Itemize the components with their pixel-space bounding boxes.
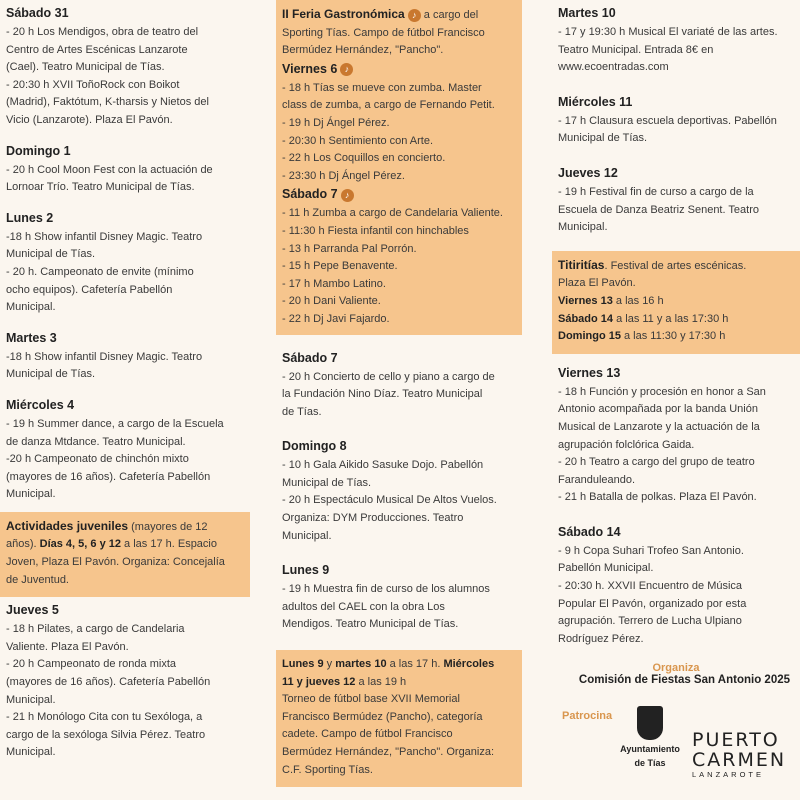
day-heading: Domingo 8 — [282, 439, 347, 454]
food-icon: ♪ — [408, 9, 421, 22]
highlight-text: a las 11 y a las 17:30 h — [613, 312, 729, 325]
event-line: Rodríguez Pérez. — [558, 632, 644, 645]
event-line: Municipal. — [282, 529, 332, 542]
event-martes-3 — [0, 325, 250, 392]
coat-of-arms-icon — [637, 706, 663, 740]
event-line: Musical de Lanzarote y la actuación de la — [558, 420, 760, 433]
event-line: Joven, Plaza El Pavón. Organiza: Concejalía — [6, 556, 225, 569]
highlight-days: 11 y jueves 12 — [282, 675, 356, 688]
highlight-text: a las 19 h — [355, 675, 407, 688]
highlight-line — [282, 6, 516, 25]
event-line: - 17 y 19:30 h Musical El variaté de las artes. — [558, 26, 778, 38]
day-heading: Sábado 7 — [282, 350, 338, 365]
event-line: Valiente. Plaza El Pavón. — [6, 640, 129, 653]
patrocina-label: Patrocina — [562, 710, 613, 722]
event-line: Municipal. — [6, 746, 56, 759]
event-line: - 15 h Pepe Benavente. — [282, 260, 398, 273]
event-sabado-14 — [552, 515, 800, 657]
organiza-label: Organiza — [652, 662, 700, 675]
event-line: - 21 h Batalla de polkas. Plaza El Pavón. — [558, 491, 757, 504]
event-line: ocho equipos). Cafetería Pabellón — [6, 283, 173, 296]
event-line: - 20 h Dani Valiente. — [282, 295, 381, 308]
event-line: - 18 h Tías se mueve con zumba. Master — [282, 81, 482, 94]
column-1 — [0, 0, 250, 770]
highlight-days: Viernes 13 — [558, 294, 613, 307]
day-heading: Sábado 31 — [6, 6, 69, 20]
highlight-title: Titiritías — [558, 257, 605, 272]
event-line: (mayores de 16 años). Cafetería Pabellón — [6, 676, 211, 689]
event-line: Municipal. — [6, 488, 56, 501]
event-line: Lornoar Trío. Teatro Municipal de Tías. — [6, 181, 195, 194]
event-line: Pabellón Municipal. — [558, 562, 654, 575]
event-line: - 22 h Dj Javi Fajardo. — [282, 312, 390, 325]
event-line: - 19 h Summer dance, a cargo de la Escuela — [6, 417, 224, 430]
event-line: cadete. Campo de fútbol Francisco — [282, 728, 453, 741]
event-line: agrupación. Terrero de Lucha Ulpiano — [558, 615, 742, 628]
event-line: - 11 h Zumba a cargo de Candelaria Valiente. — [282, 207, 503, 220]
event-torneo-futbol — [276, 650, 522, 787]
highlight-text: a las 17 h. — [386, 658, 444, 671]
highlight-text: y — [323, 658, 336, 671]
event-line: agrupación folclórica Gaida. — [558, 438, 695, 451]
day-label: Sábado 7 — [282, 187, 338, 202]
event-line: - 20 h Concierto de cello y piano a cargo de — [282, 370, 495, 383]
event-line: - 18 h Función y procesión en honor a San — [558, 385, 766, 398]
event-line: - 20 h Cool Moon Fest con la actuación de — [6, 163, 213, 176]
event-line: Municipal de Tías. — [6, 248, 96, 261]
event-domingo-1 — [0, 138, 250, 205]
event-line: - 19 h Dj Ángel Pérez. — [282, 116, 390, 129]
event-line: - 10 h Gala Aikido Sasuke Dojo. Pabellón — [282, 459, 484, 472]
column-2 — [276, 0, 522, 787]
food-icon: ♪ — [341, 189, 354, 202]
event-line: - 20:30 h. XXVII Encuentro de Música — [558, 580, 743, 593]
event-domingo-8 — [276, 429, 522, 553]
ayuntamiento-logo — [612, 706, 688, 768]
event-sabado-31 — [0, 0, 250, 138]
highlight-text: . Festival de artes escénicas. — [604, 259, 747, 272]
organiza-block — [552, 656, 800, 686]
event-line: - 20 h Los Mendigos, obra de teatro del — [6, 26, 199, 38]
event-line: Mendigos. Teatro Municipal de Tías. — [282, 618, 459, 631]
highlight-text: a las 11:30 y 17:30 h — [620, 330, 726, 343]
day-heading: Miércoles 4 — [6, 397, 75, 412]
event-line: - 18 h Pilates, a cargo de Candelaria — [6, 623, 185, 636]
event-lunes-2 — [0, 205, 250, 325]
event-line: www.ecoentradas.com — [558, 61, 669, 74]
event-line: de Juventud. — [6, 573, 69, 586]
event-jueves-5 — [0, 597, 250, 770]
column-3 — [552, 0, 800, 686]
highlight-days: Días 4, 5, 6 y 12 — [39, 538, 121, 551]
highlight-line — [558, 293, 794, 311]
highlight-line — [558, 311, 794, 329]
event-line: - 11:30 h Fiesta infantil con hinchables — [282, 224, 469, 237]
event-line: Municipal. — [558, 221, 608, 234]
highlight-text: a cargo del — [420, 9, 479, 21]
event-martes-10 — [552, 0, 800, 85]
event-line: Sporting Tías. Campo de fútbol Francisco — [282, 26, 485, 39]
ayuntamiento-name: Ayuntamiento — [620, 744, 680, 754]
event-line: (Cael). Teatro Municipal de Tías. — [6, 61, 165, 74]
event-line: Faranduleando. — [558, 473, 636, 486]
event-line: Municipal de Tías. — [558, 132, 648, 145]
highlight-text: a las 17 h. Espacio — [120, 538, 217, 551]
highlight-days: Lunes 9 — [282, 658, 324, 671]
event-line: Popular El Pavón, organizado por esta — [558, 597, 747, 610]
event-line: -20 h Campeonato de chinchón mixto — [6, 453, 189, 466]
sponsor-block — [562, 706, 798, 796]
highlight-line — [558, 328, 794, 346]
event-line: - 17 h Clausura escuela deportivas. Pabellón — [558, 114, 777, 127]
event-actividades-juveniles — [0, 512, 250, 597]
event-line: - 19 h Festival fin de curso a cargo de la — [558, 185, 754, 198]
event-line: Municipal. — [6, 301, 56, 314]
highlight-text: (mayores de 12 — [128, 520, 208, 533]
day-heading: Miércoles 11 — [558, 94, 633, 109]
event-miercoles-4 — [0, 392, 250, 512]
event-line: Centro de Artes Escénicas Lanzarote — [6, 43, 188, 56]
food-icon: ♪ — [340, 63, 353, 76]
event-line: - 22 h Los Coquillos en concierto. — [282, 152, 446, 165]
event-line: - 20:30 h XVII ToñoRock con Boikot — [6, 78, 180, 91]
event-line: Antonio acompañada por la banda Unión — [558, 403, 758, 416]
event-line: Francisco Bermúdez (Pancho), categoría — [282, 710, 483, 723]
highlight-days: Miércoles — [443, 658, 495, 671]
event-line: - 20 h Campeonato de ronda mixta — [6, 658, 176, 671]
highlight-line — [558, 257, 794, 276]
event-line: - 20 h. Campeonato de envite (mínimo — [6, 265, 194, 278]
event-line: de danza Mtdance. Teatro Municipal. — [6, 435, 186, 448]
highlight-line — [282, 656, 516, 674]
event-line: - 20 h Espectáculo Musical De Altos Vuelos. — [282, 494, 497, 507]
event-line: class de zumba, a cargo de Fernando Petit. — [282, 99, 495, 112]
day-heading: Sábado 14 — [558, 524, 621, 539]
event-sabado-7 — [276, 335, 522, 430]
event-line: cargo de la sexóloga Silvia Pérez. Teatro — [6, 728, 206, 741]
highlight-days: martes 10 — [335, 658, 387, 671]
event-line: Bermúdez Hernández, "Pancho". — [282, 44, 444, 57]
event-line: adultos del CAEL con la obra Los — [282, 600, 445, 613]
highlight-text: años). — [6, 538, 40, 551]
day-heading — [282, 62, 516, 77]
event-titiritias — [552, 251, 800, 354]
puerto-carmen-line1: PUERTO — [692, 729, 780, 751]
event-line: - 13 h Parranda Pal Porrón. — [282, 242, 417, 255]
event-miercoles-11 — [552, 85, 800, 156]
event-line: de Tías. — [282, 405, 322, 418]
event-line: - 20:30 h Sentimiento con Arte. — [282, 134, 434, 147]
day-label: Viernes 6 — [282, 61, 338, 76]
event-feria-gastronomica — [276, 0, 522, 335]
highlight-title: II Feria Gastronómica — [282, 7, 405, 21]
day-heading: Lunes 2 — [6, 210, 54, 225]
event-lunes-9 — [276, 553, 522, 642]
event-line: - 23:30 h Dj Ángel Pérez. — [282, 169, 405, 182]
event-line: Bermúdez Hernández, "Pancho". Organiza: — [282, 746, 495, 758]
puerto-carmen-line2: CARMEN — [692, 749, 787, 771]
event-line: la Fundación Nino Díaz. Teatro Municipal — [282, 388, 483, 401]
event-line: -18 h Show infantil Disney Magic. Teatro — [6, 350, 203, 363]
highlight-line — [282, 674, 516, 692]
event-line: - 9 h Copa Suhari Trofeo San Antonio. — [558, 544, 744, 557]
event-jueves-12 — [552, 156, 800, 245]
event-line: - 17 h Mambo Latino. — [282, 277, 386, 290]
highlight-title: Actividades juveniles — [6, 518, 129, 533]
event-line: Plaza El Pavón. — [558, 277, 636, 290]
highlight-days: Domingo 15 — [558, 330, 621, 343]
day-heading: Jueves 5 — [6, 603, 59, 618]
event-line: -18 h Show infantil Disney Magic. Teatro — [6, 230, 203, 243]
day-heading: Martes 3 — [6, 330, 57, 345]
day-heading: Jueves 12 — [558, 165, 618, 180]
highlight-days: Sábado 14 — [558, 312, 614, 325]
event-viernes-13 — [552, 354, 800, 515]
event-line: Municipal. — [6, 693, 56, 706]
highlight-text: a las 16 h — [612, 294, 664, 307]
day-heading: Viernes 13 — [558, 365, 621, 380]
day-heading: Lunes 9 — [282, 563, 330, 578]
event-line: (Madrid), Faktótum, K-tharsis y Nietos del — [6, 96, 209, 109]
ayuntamiento-place: de Tías — [634, 758, 666, 768]
highlight-line — [6, 536, 244, 554]
puerto-carmen-line3: LANZAROTE — [692, 770, 765, 779]
highlight-line — [6, 518, 244, 537]
event-line: Municipal de Tías. — [6, 368, 96, 381]
event-line: Torneo de fútbol base XVII Memorial — [282, 693, 460, 706]
day-heading: Martes 10 — [558, 6, 616, 20]
event-line: Organiza: DYM Producciones. Teatro — [282, 512, 464, 525]
event-line: (mayores de 16 años). Cafetería Pabellón — [6, 470, 211, 483]
puerto-carmen-logo — [692, 730, 797, 779]
organizer-name: Comisión de Fiestas San Antonio 2025 — [578, 674, 790, 687]
event-line: Escuela de Danza Beatriz Senent. Teatro — [558, 203, 759, 216]
event-line: Municipal de Tías. — [282, 476, 372, 489]
event-line: C.F. Sporting Tías. — [282, 763, 373, 776]
day-heading: Domingo 1 — [6, 143, 71, 158]
event-line: - 19 h Muestra fin de curso de los alumnos — [282, 583, 490, 596]
event-line: - 21 h Monólogo Cita con tu Sexóloga, a — [6, 711, 203, 724]
day-heading — [282, 187, 516, 202]
event-line: Vicio (Lanzarote). Plaza El Pavón. — [6, 113, 173, 126]
event-line: Teatro Municipal. Entrada 8€ en — [558, 43, 714, 56]
event-line: - 20 h Teatro a cargo del grupo de teatro — [558, 456, 755, 469]
